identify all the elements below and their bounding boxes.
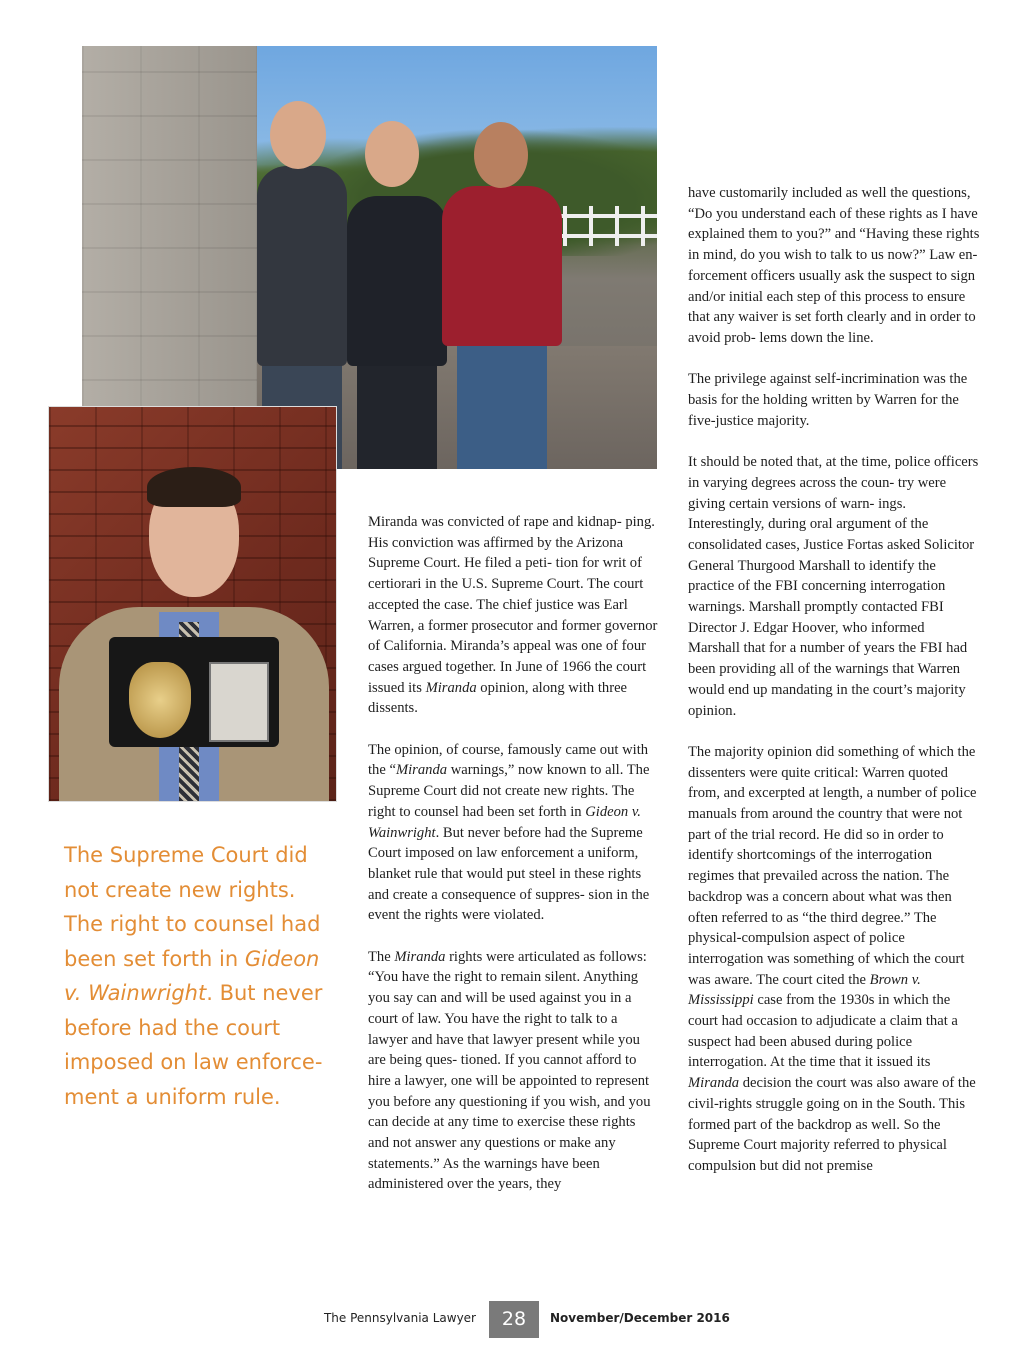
id-card: [209, 662, 269, 742]
pull-quote-text-end: . But never before had the court imposed on law enforce- ment a uniform rule.: [64, 981, 323, 1109]
suspect-head: [270, 101, 326, 169]
paragraph: Miranda was convicted of rape and kidnap- ping. His conviction was affirmed by the Arizona Supreme Court. He filed a peti- tion for writ of certiorari in the U.S. Supreme Court. The court accepted the case. The chief justice was Earl Warren, a former prosecutor and former governor of California. Miranda’s appeal was one of four cases argued together. In June of 1966 the court issued its Miranda opinion, along with three dissents.: [368, 514, 658, 717]
detective-figure: [442, 186, 562, 346]
officer-legs: [357, 356, 437, 469]
pull-quote-case-name: Gideon v. Wainwright: [64, 946, 320, 1005]
right-column: [688, 183, 980, 1177]
detective-head: [474, 122, 528, 188]
footer-issue-date: November/December 2016: [550, 1311, 730, 1325]
paragraph: The opinion, of course, famously came out with the “Miranda warnings,” now known to all. The Supreme Court did not create new rights. The right to counsel had been set forth in Gideon v. Wainwright. But never before had the Supreme Court imposed on law enforcement a uniform, blanket rule that would put steel in these rights and create a consequence of suppres- sion in the event the rights were violated.: [368, 741, 650, 924]
officer-hair: [147, 467, 241, 507]
paragraph: The majority opinion did something of which the dissenters were quite critical: Warren quoted from, and excerpted at length, a number of police manuals from around the country that were not part of the trial record. He did so in order to identify shortcomings of the interrogation regimes that prevailed across the nation. The backdrop was a concern about what was then often referred to as “the third degree.” The physical-compulsion aspect of police interrogation was something of which the court was aware. The court cited the Brown v. Mississippi case from the 1930s in which the court had occasion to adjudicate a claim that a suspect had been abused during police interrogation. At the time that it issued its Miranda decision the court was also aware of the civil-rights struggle going on in the South. This formed part of the backdrop as well. So the Supreme Court majority referred to physical compulsion but did not premise: [688, 743, 977, 1174]
pull-quote-text: The Supreme Court did not create new rights. The right to counsel had been set forth in: [64, 843, 321, 971]
footer-publication: The Pennsylvania Lawyer: [323, 1311, 476, 1325]
paragraph: The privilege against self-incrimination was the basis for the holding written by Warren for the five-justice majority.: [688, 371, 968, 429]
officer-figure: [347, 196, 447, 366]
police-badge-icon: [129, 662, 191, 738]
paragraph: It should be noted that, at the time, police officers in varying degrees across the coun- try were giving certain versions of warn- ings. Interestingly, during oral argument of the consolidated cases, Justice Fortas asked Solicitor General Thurgood Marshall to identify the practice of the FBI concerning interrogation warnings. Marshall promptly contacted FBI Director J. Edgar Hoover, who informed Marshall that for a number of years the FBI had been providing all of the warnings that Warren would end up mandating in the court’s majority opinion.: [688, 454, 979, 719]
page-number: 28: [489, 1301, 539, 1338]
suspect-figure: [257, 166, 347, 366]
middle-column: [368, 512, 660, 1195]
pull-quote: [64, 838, 334, 1114]
officer-badge-photo: [48, 406, 337, 802]
paragraph: The Miranda rights were articulated as follows: “You have the right to remain silent. Anything you say can and will be used against you in a court of law. You have the right to talk to a lawyer and have that lawyer present while you are being ques- tioned. If you cannot afford to hire a lawyer, one will be appointed to represent you before any questioning if you wish, and you can decide at any time to exercise these rights and not answer any questions or make any statements.” As the warnings have been administered over the years, they: [368, 948, 651, 1193]
paragraph: have customarily included as well the questions, “Do you understand each of these rights as I have explained them to you?” and “Having these rights in mind, do you wish to talk to us now?” Law en- forcement officers usually ask the suspect to sign and/or initial each step of this process to ensure that any waiver is set forth clearly and in order to avoid prob- lems down the line.: [688, 185, 980, 346]
officer-head: [365, 121, 419, 187]
detective-legs: [457, 341, 547, 469]
